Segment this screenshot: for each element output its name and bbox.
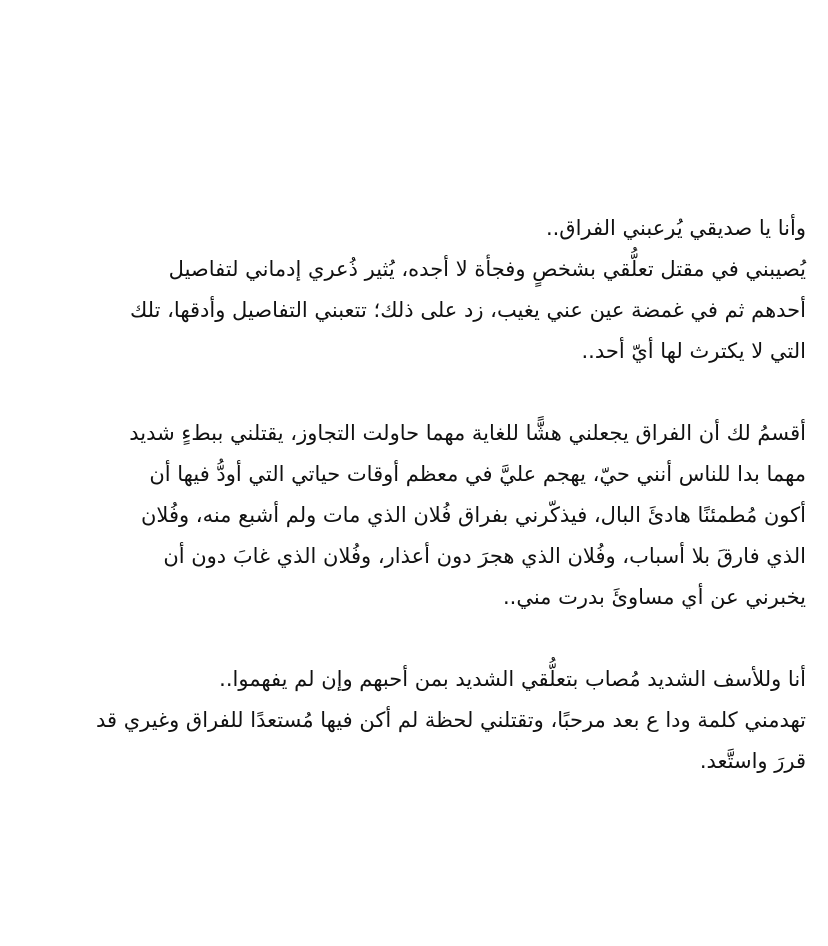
text-line: مهما بدا للناس أنني حيّ، يهجم عليَّ في معظم أوقات حياتي التي أودُّ فيها أن (149, 462, 806, 486)
text-line: يخبرني عن أي مساوئَ بدرت مني.. (502, 585, 806, 609)
text-line: أحدهم ثم في غمضة عين عني يغيب، زد على ذلك؛ تتعبني التفاصيل وأدقها، تلك (129, 298, 806, 322)
paragraph-spacer (66, 618, 806, 659)
text-line: وأنا يا صديقي يُرعبني الفراق.. (545, 216, 806, 240)
document-text (66, 208, 806, 782)
paragraph-2 (66, 413, 806, 618)
text-line: أقسمُ لك أن الفراق يجعلني هشًّا للغاية مهما حاولت التجاوز، يقتلني ببطءٍ شديد (129, 421, 806, 445)
text-line: أنا وللأسف الشديد مُصاب بتعلُّقي الشديد بمن أحبهم وإن لم يفهموا.. (219, 667, 806, 691)
text-line: التي لا يكترث لها أيّ أحد.. (581, 339, 806, 363)
paragraph-3 (66, 659, 806, 782)
paragraph-1 (66, 208, 806, 372)
text-line: الذي فارقَ بلا أسباب، وفُلان الذي هجرَ دون أعذار، وفُلان الذي غابَ دون أن (163, 544, 806, 568)
text-line: أكون مُطمئنًا هادئَ البال، فيذكّرني بفراق فُلان الذي مات ولم أشبع منه، وفُلان (141, 503, 806, 527)
text-line: يُصيبني في مقتل تعلُّقي بشخصٍ وفجأة لا أجده، يُثير ذُعري إدماني لتفاصيل (168, 257, 806, 281)
text-line: تهدمني كلمة ودا ع بعد مرحبًا، وتقتلني لحظة لم أكن فيها مُستعدًا للفراق وغيري قد (96, 708, 806, 732)
paragraph-spacer (66, 372, 806, 413)
text-line: قررَ واستَّعد. (699, 749, 806, 773)
